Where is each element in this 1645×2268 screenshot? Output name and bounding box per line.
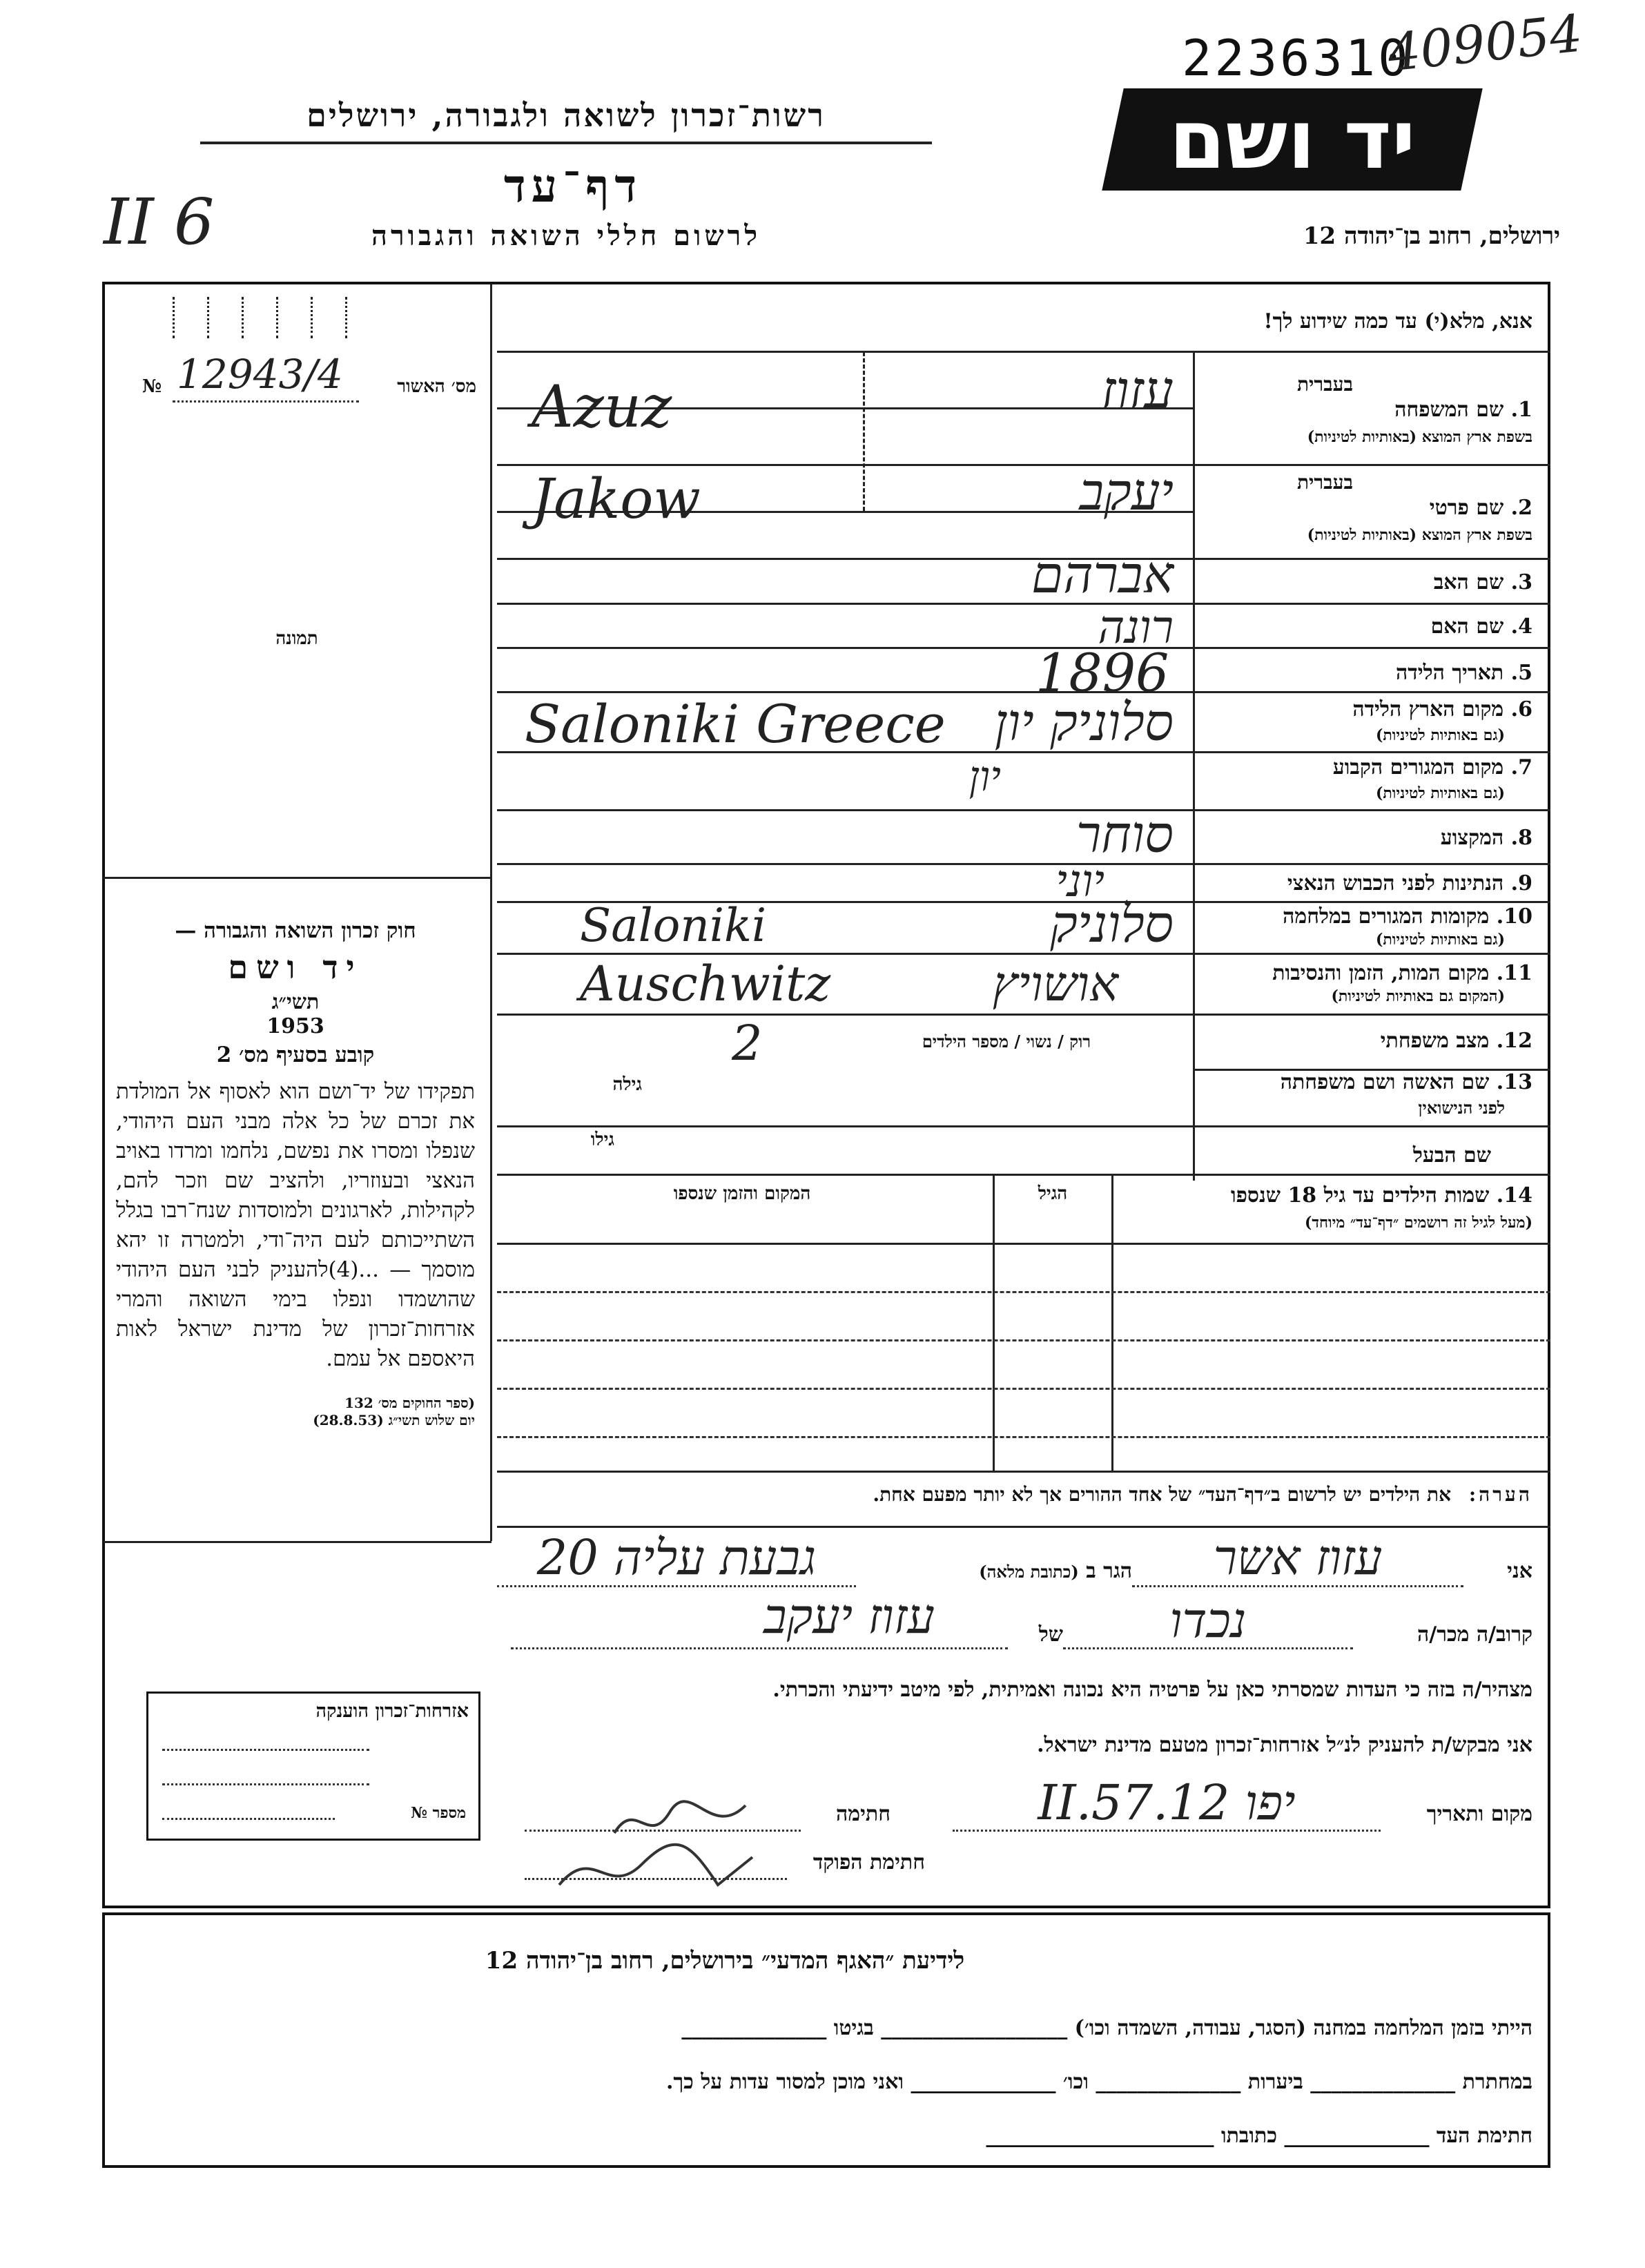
field-7-label-text: מקום המגורים הקבוע [1332,755,1504,779]
field-6-label [1215,697,1532,721]
field-5-value: 1896 [1035,642,1169,704]
field-13-label [1201,1070,1532,1094]
note-label: הערה: [1468,1483,1532,1506]
logo [1102,88,1482,191]
decl-relation-value: נכדו [1169,1592,1247,1649]
form-subtitle: לרשום חללי השואה והגבורה [371,220,761,252]
law-year: 1953 [266,1014,324,1038]
place-date-value: יפו 12.II.57 [1038,1774,1296,1831]
handwritten-number: 409054 [1385,3,1586,84]
field-8-label [1215,826,1532,850]
children-place-header: המקום והזמן שנספו [673,1183,811,1204]
decl-resides-text: הגר ב [1086,1559,1132,1583]
field-10-sub: (גם באותיות לטיניות) [1375,931,1505,949]
place-date-label: מקום ותאריך [1426,1802,1532,1826]
field-10-label-text: מקומות המגורים במלחמה [1283,904,1490,929]
field-6-sub: (גם באותיות לטיניות) [1375,726,1505,744]
field-4-label [1215,614,1532,639]
field-12-num: 12. [1496,1029,1532,1053]
citizenship-number-label: מספר № [411,1804,466,1822]
field-7-num: 7. [1510,755,1532,779]
field-12-value: 2 [732,1015,763,1072]
field-3-label-text: שם האב [1433,570,1504,594]
form-title: דף־עד [503,159,643,213]
law-clause: קובע בסעיף מס׳ 2 [216,1043,375,1067]
field-13-label-text: שם האשה ושם משפחתה [1280,1070,1490,1094]
note [504,1483,1532,1506]
footer-title: לידיעת ״האגף המדעי״ בירושלים, רחוב בן־יהודה 12 [485,1947,965,1975]
field-2-num: 2. [1510,496,1532,520]
field-1-label-text: שם המשפחה [1394,398,1504,422]
field-12-label [1215,1029,1532,1053]
decl-statement: מצהיר/ה בזה כי העדות שמסרתי כאן על פרטיה היא נכונה ואמיתית, לפי מיטב ידיעתי והכרתי. [772,1678,1532,1702]
field-9-label-text: הנתינות לפני הכבוש הנאצי [1287,871,1504,895]
field-6-value-hebrew: סלוניק יון [994,693,1174,753]
field-12-label-text: מצב משפחתי [1380,1029,1490,1053]
field-1-sub-top: בעברית [1296,373,1353,396]
footer-line-1: הייתי בזמן המלחמה במחנה (הסגר, עבודה, השמדה וכו׳) __________________ בגיטו ______________ [681,2016,1532,2040]
field-8-num: 8. [1510,826,1532,850]
field-13-num: 13. [1496,1070,1532,1094]
signature-label: חתימה [836,1802,890,1826]
decl-relative: קרוב/ה מכר/ה [1417,1622,1532,1647]
field-3-label [1215,570,1532,594]
field-2-label-text: שם פרטי [1429,496,1504,520]
field-5-num: 5. [1510,661,1532,685]
field-5-label [1215,661,1532,685]
field-11-sub: (המקום גם באותיות לטיניות) [1331,987,1505,1005]
children-num: 14. [1496,1183,1532,1208]
law-block [116,918,475,1429]
field-12-options: רוק / נשוי / מספר הילדים [922,1031,1091,1051]
decl-resides [842,1559,1132,1583]
field-10-num: 10. [1496,904,1532,929]
serial-number: 2236310 [1182,29,1411,87]
field-6-value-latin: Saloniki Greece [525,693,946,755]
field-6-label-text: מקום הארץ הלידה [1352,697,1504,721]
field-5-label-text: תאריך הלידה [1396,661,1504,685]
field-7-sub: (גם באותיות לטיניות) [1375,784,1505,802]
field-8-value: סוחר [1075,805,1174,864]
approval-label: מס׳ האשור [397,376,476,397]
husband-name-label: שם הבעל [1412,1143,1491,1167]
field-6-num: 6. [1510,697,1532,721]
field-2-label [1215,496,1532,520]
law-title: חוק זכרון השואה והגבורה — [175,918,416,943]
citizenship-title: אזרחות־זכרון הוענקה [315,1700,469,1722]
children-age-header: הגיל [1038,1183,1068,1204]
law-text: תפקידו של יד־ושם הוא לאסוף אל המולדת את זכרם של כל אלה מבני העם היהודי, שנפלו ומסרו את נפשם, נלחמו ומרדו באויב הנאצי ובעוזריו, ולהציב שם וזכר להם, לקהילות, לארגונים ולמוסדות שנח־רבו בגלל השתייכותם לעם היה־ודי, ולמטרה זו יהא מוסמך — ...(4)להעניק לבני העם היהודי שהושמדו ונפלו בימי השואה והמרי אזרחות־זכרון של מדינת ישראל לאות היאספם אל עמם. [116,1079,475,1371]
address: ירושלים, רחוב בן־יהודה 12 [1303,222,1560,250]
field-11-value-latin: Auschwitz [580,956,831,1012]
field-11-label-text: מקום המות, הזמן והנסיבות [1272,961,1490,985]
children-sub: (מעל לגיל זה רושמים ״דף־עד״ מיוחד) [1304,1214,1532,1232]
decl-of: של [1038,1622,1063,1647]
field-10-value-hebrew: סלוניק [1050,895,1174,954]
field-1-value-latin: Azuz [532,373,672,440]
field-10-value-latin: Saloniki [580,899,767,952]
intro-text: אנא, מלא(י) עד כמה שידוע לך! [1263,309,1532,333]
field-2-sub: בשפת ארץ המוצא (באותיות לטיניות) [1307,526,1532,544]
wife-age-label: גילה [612,1074,642,1095]
approval-number: 12943/4 [177,351,343,398]
field-11-num: 11. [1496,961,1532,985]
field-9-value: יוני [1055,856,1104,907]
decl-full-address: (כתובת מלאה) [979,1562,1079,1582]
officer-signature-scribble [552,1830,759,1906]
field-2-value-latin: Jakow [532,467,701,531]
law-year-hebrew: תשי״ג [271,990,320,1014]
logo-text: יד ושם [1169,92,1416,187]
field-2-sub-top: בעברית [1296,471,1353,494]
approval-prefix: № [142,376,162,397]
field-1-num: 1. [1510,398,1532,422]
officer-label: חתימת הפוקד [812,1850,925,1874]
decl-name-value: עזוז אשר [1213,1529,1383,1586]
children-label-text: שמות הילדים עד גיל 18 שנספו [1230,1183,1490,1208]
field-7-value: יון [968,753,1001,801]
children-label [1118,1183,1532,1208]
field-8-label-text: המקצוע [1440,826,1504,850]
authority-name: רשות־זכרון לשואה ולגבורה, ירושלים [306,97,826,134]
field-4-label-text: שם האם [1430,614,1504,639]
field-3-value: אברהם [1031,545,1174,605]
field-10-label [1201,904,1532,929]
field-13-sub: לפני הנישואין [1418,1098,1505,1118]
decl-request: אני מבקש/ת להעניק לנ״ל אזרחות־זכרון מטעם מדינת ישראל. [1037,1733,1532,1757]
field-1-sub: בשפת ארץ המוצא (באותיות לטיניות) [1307,428,1532,446]
decl-i: אני [1507,1559,1532,1583]
law-reference-1: (ספר החוקים מס׳ 132 [344,1395,475,1411]
field-3-num: 3. [1510,570,1532,594]
field-11-label [1201,961,1532,985]
field-11-value-hebrew: אושויץ [992,956,1118,1012]
hand-mark: II 6 [104,185,215,259]
law-reference-2: יום שלוש תשי״ג (28.8.53) [313,1412,475,1428]
field-9-label [1201,871,1532,895]
field-7-label [1215,755,1532,779]
citizenship-box [146,1692,480,1841]
footer-line-3: חתימת העד ______________ כתובתו ______________________ [986,2124,1532,2148]
field-2-value-hebrew: יעקב [1079,463,1174,522]
decl-of-value: עזוז יעקב [763,1588,935,1645]
field-1-label [1215,398,1532,422]
note-text: את הילדים יש לרשום ב״דף־העד״ של אחד ההורים אך לא יותר מפעם אחת. [873,1483,1452,1506]
field-9-num: 9. [1510,871,1532,895]
law-name: יד ושם [228,949,363,986]
footer-line-2: במחתרת ______________ ביערות ______________ וכו׳ ______________ ואני מוכן למסור עדות על כך. [665,2070,1532,2094]
photo-label: תמונה [275,628,318,649]
field-4-num: 4. [1510,614,1532,639]
husband-age-label: גילו [590,1130,614,1150]
decl-address-value: גבעת עליה 20 [536,1529,817,1586]
field-4-value: רונה [1098,601,1174,654]
field-1-value-hebrew: עזוז [1101,359,1174,420]
